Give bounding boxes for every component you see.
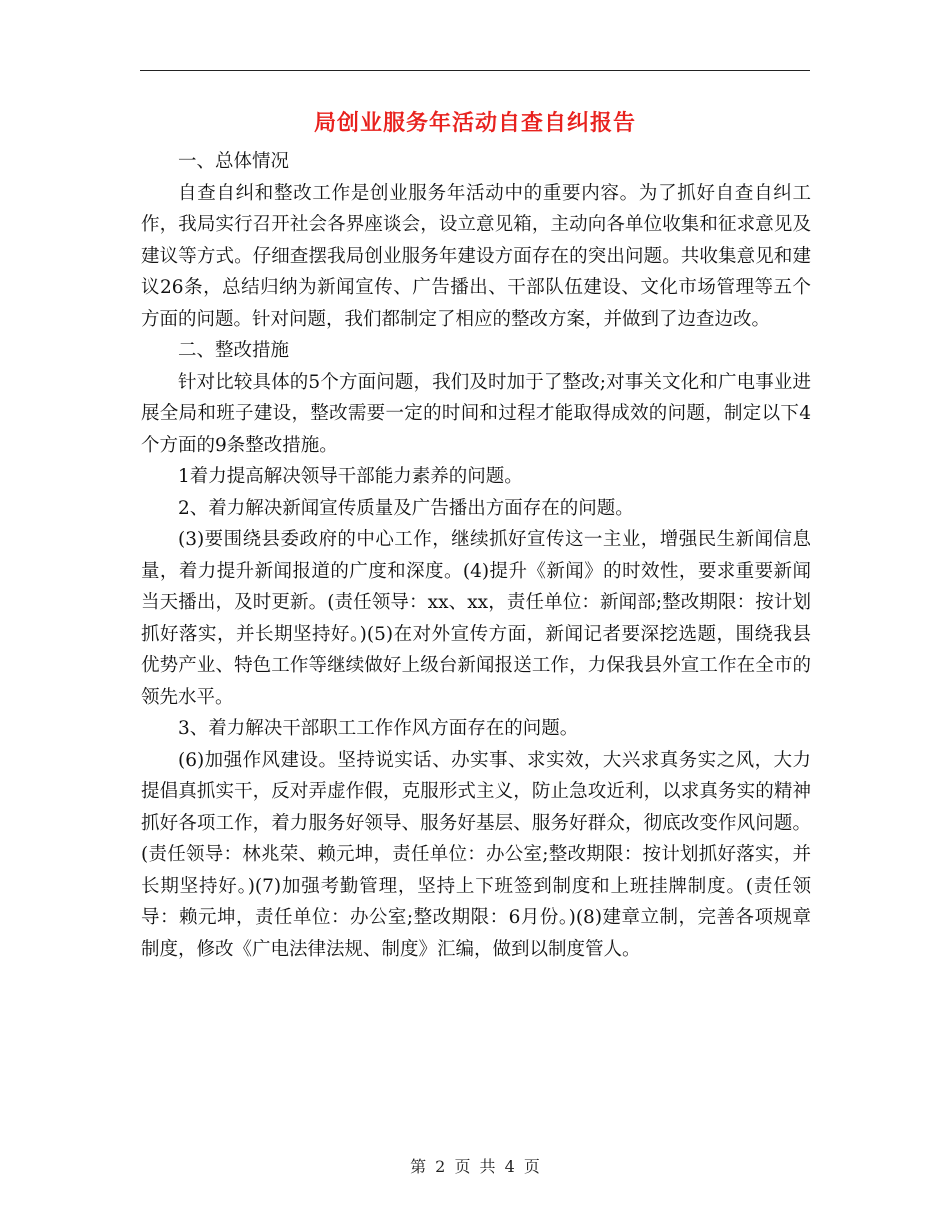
header-rule <box>140 70 810 71</box>
paragraph-overview: 自查自纠和整改工作是创业服务年活动中的重要内容。为了抓好自查自纠工作，我局实行召开社会各界座谈会，设立意见箱，主动向各单位收集和征求意见及建议等方式。仔细查摆我局创业服务年建设方面存在的突出问题。共收集意见和建议26条，总结归纳为新闻宣传、广告播出、干部队伍建设、文化市场管理等五个方面的问题。针对问题，我们都制定了相应的整改方案，并做到了边查边改。 <box>141 182 811 330</box>
section-heading-measures: 二、整改措施 <box>178 340 290 361</box>
paragraph-workstyle-measures: (6)加强作风建设。坚持说实话、办实事、求实效，大兴求真务实之风，大力提倡真抓实干，反对弄虚作假，克服形式主义，防止急攻近利，以求真务实的精神抓好各项工作，着力服务好领导、服务好基层、服务好群众，彻底改变作风问题。(责任领导：林兆荣、赖元坤，责任单位：办公室;整改期限：按计划抓好落实，并长期坚持好。)(7)加强考勤管理，坚持上下班签到制度和上班挂牌制度。(责任领导：赖元坤，责任单位：办公室;整改期限：6月份。)(8)建章立制，完善各项规章制度，修改《广电法律法规、制度》汇编，做到以制度管人。 <box>141 749 811 960</box>
item-1-heading: 1着力提高解决领导干部能力素养的问题。 <box>178 466 523 487</box>
paragraph-measures-intro: 针对比较具体的5个方面问题，我们及时加于了整改;对事关文化和广电事业进展全局和班子建设，整改需要一定的时间和过程才能取得成效的问题，制定以下4个方面的9条整改措施。 <box>141 371 811 456</box>
section-heading-overview: 一、总体情况 <box>178 151 290 172</box>
document-body <box>141 146 811 965</box>
document-title: 局创业服务年活动自查自纠报告 <box>313 110 636 136</box>
item-3-heading: 3、着力解决干部职工工作作风方面存在的问题。 <box>178 718 579 739</box>
paragraph-news-measures: (3)要围绕县委政府的中心工作，继续抓好宣传这一主业，增强民生新闻信息量，着力提升新闻报道的广度和深度。(4)提升《新闻》的时效性，要求重要新闻当天播出，及时更新。(责任领导：xx、xx，责任单位：新闻部;整改期限：按计划抓好落实，并长期坚持好。)(5)在对外宣传方面，新闻记者要深挖选题，围绕我县优势产业、特色工作等继续做好上级台新闻报送工作，力保我县外宣工作在全市的领先水平。 <box>141 529 811 708</box>
page-footer: 第 2 页 共 4 页 <box>410 1157 540 1176</box>
item-2-heading: 2、着力解决新闻宣传质量及广告播出方面存在的问题。 <box>178 497 634 519</box>
